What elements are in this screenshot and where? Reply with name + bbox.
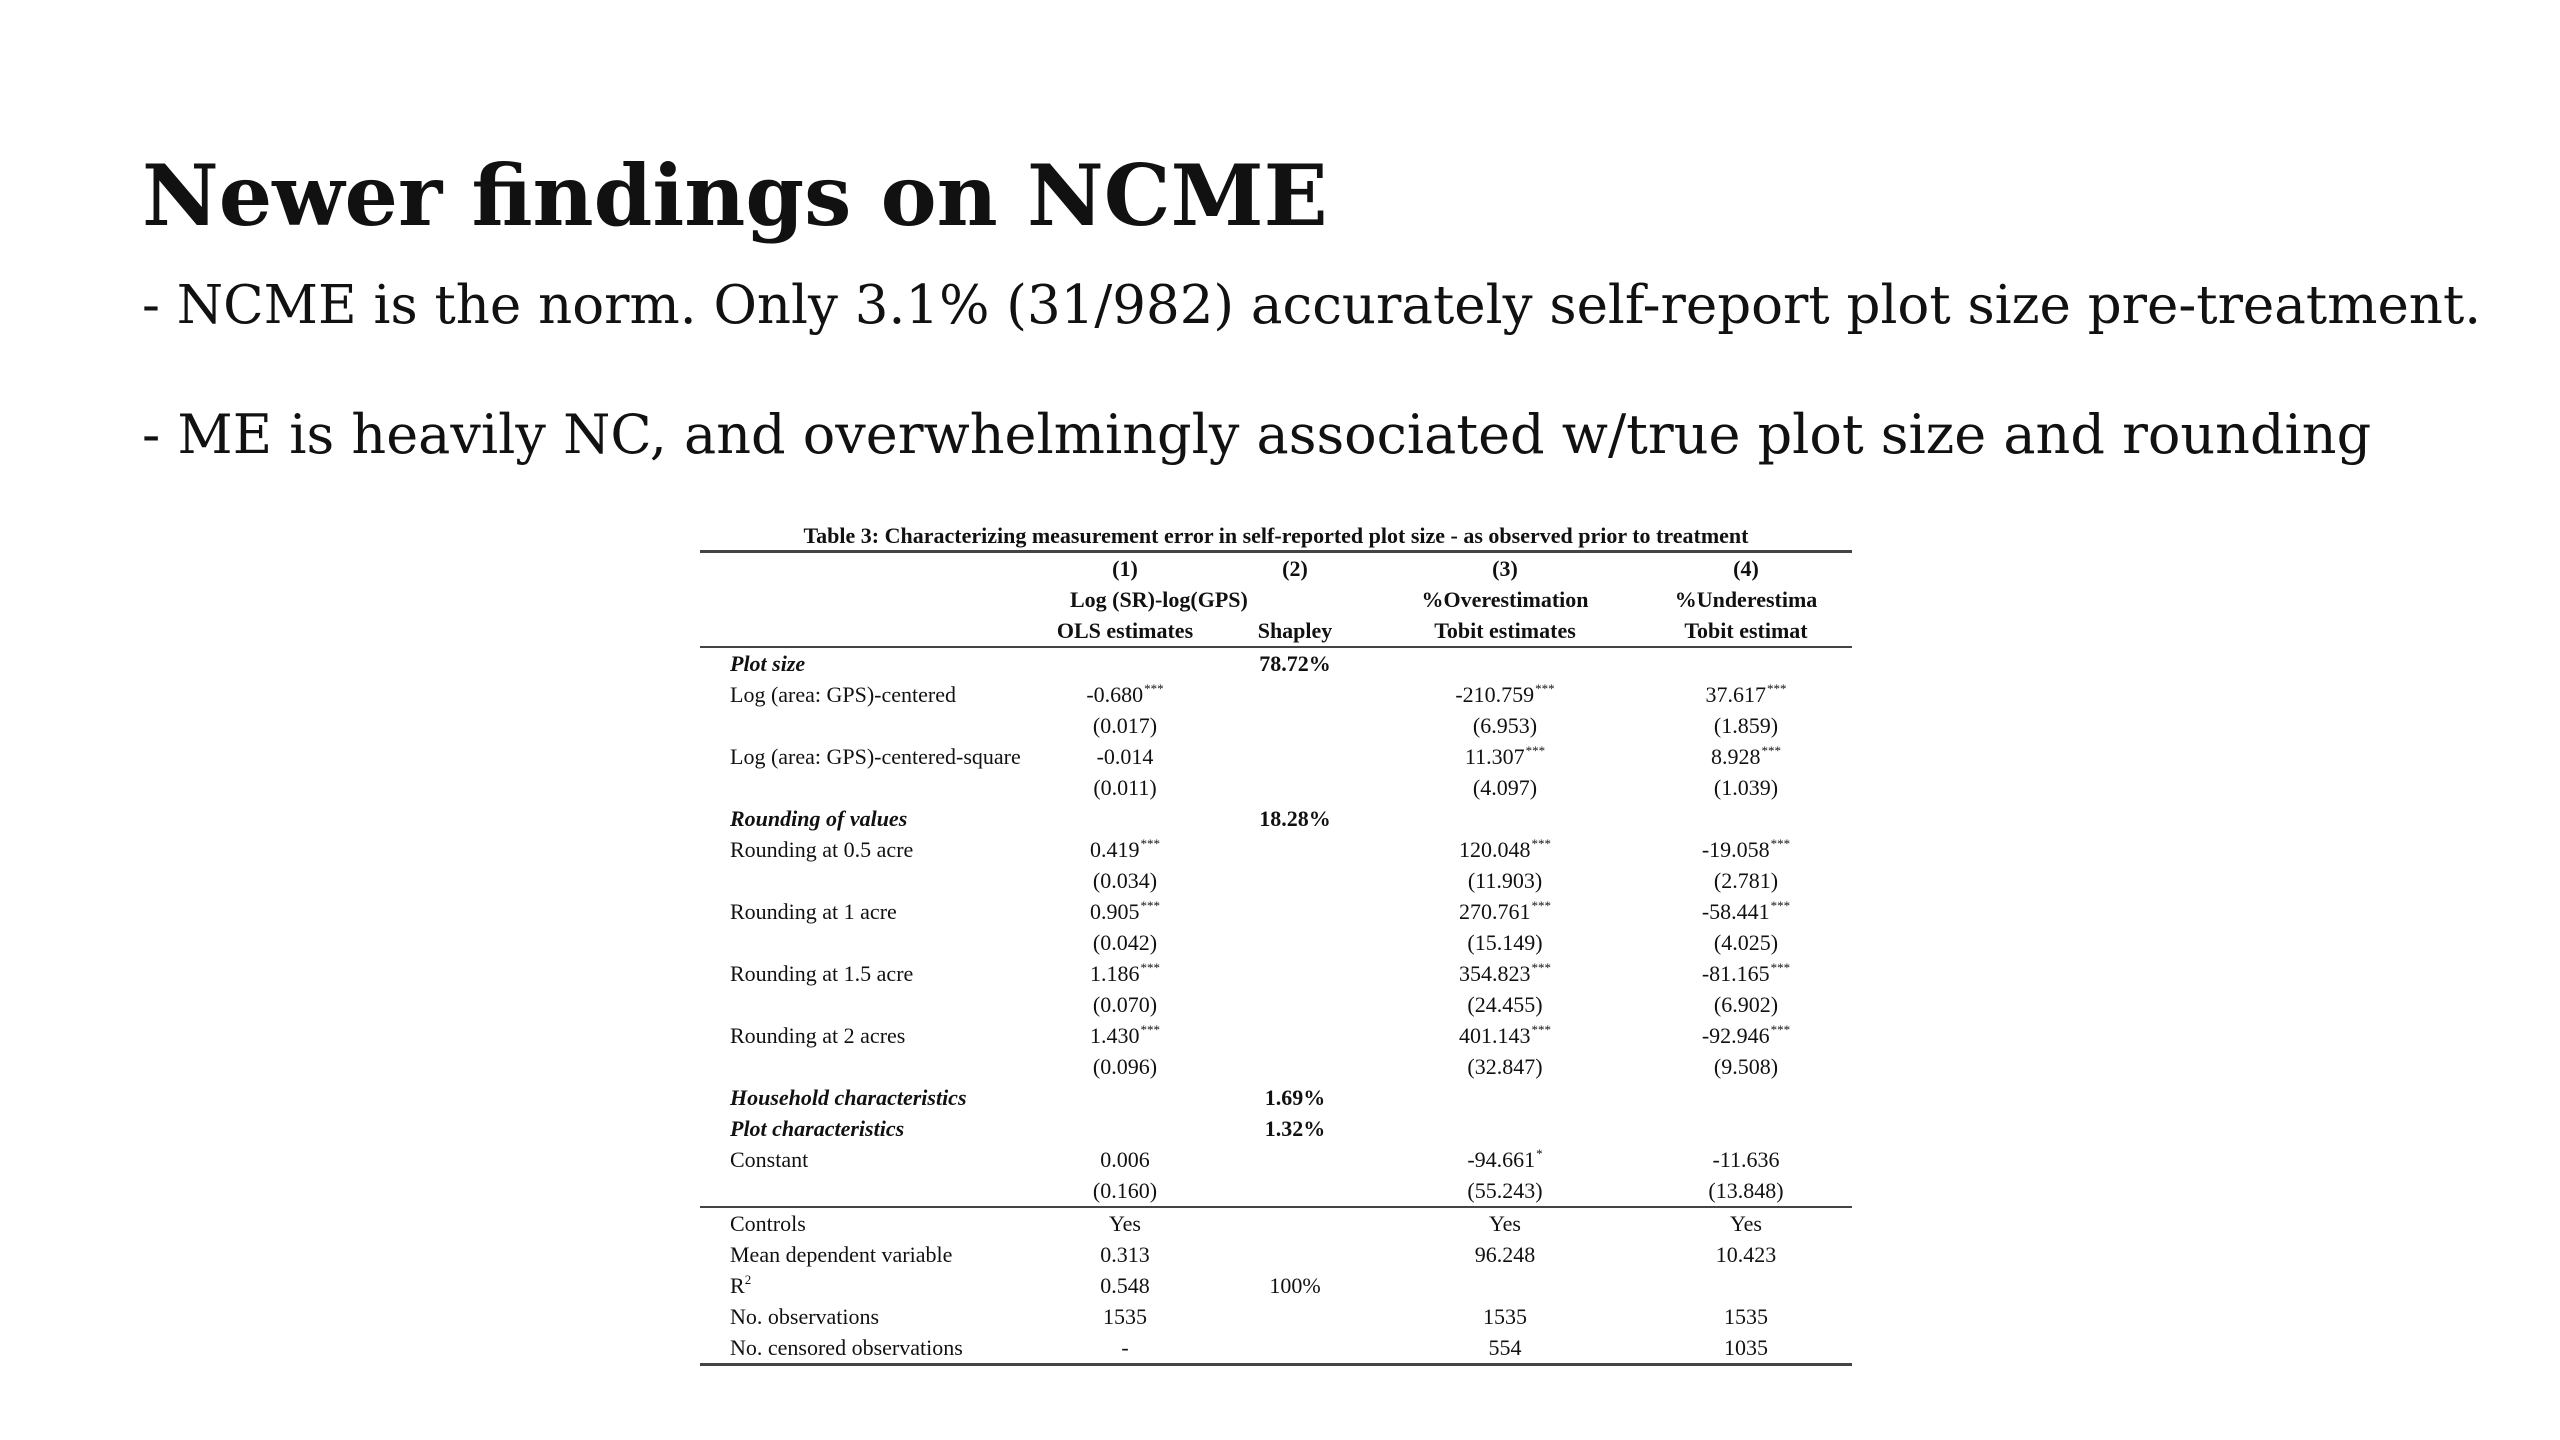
significance-stars: ***: [1140, 898, 1160, 913]
se-col3: (4.097): [1472, 775, 1538, 800]
col-number-1: (1): [1030, 552, 1220, 585]
significance-stars: ***: [1770, 960, 1791, 975]
cell-col1: [1030, 679, 1220, 710]
significance-stars: ***: [1525, 743, 1546, 758]
table-row: [700, 834, 1852, 865]
coef: -19.058: [1701, 837, 1770, 862]
cell-col4: [1640, 679, 1852, 710]
cell-col3: 96.248: [1474, 1242, 1536, 1267]
footer-row-r2: [700, 1270, 1852, 1301]
row-label: Log (area: GPS)-centered-square: [730, 744, 1021, 769]
depvar-col4: %Underestima: [1674, 587, 1818, 612]
se-col4: (6.902): [1713, 992, 1779, 1017]
results-table-figure: [700, 522, 1852, 1366]
cell-col1: [1030, 896, 1220, 927]
se-col3: (15.149): [1467, 930, 1543, 955]
significance-stars: ***: [1140, 960, 1160, 975]
coef: -58.441: [1701, 899, 1770, 924]
table-row: [700, 1144, 1852, 1175]
cell-col3: [1370, 896, 1640, 927]
table-row: [700, 958, 1852, 989]
coef: 270.761: [1459, 899, 1531, 924]
table-row-se: [700, 710, 1852, 741]
cell-col4: [1640, 741, 1852, 772]
significance-stars: ***: [1144, 681, 1164, 696]
method-col3: Tobit estimates: [1434, 618, 1576, 643]
cell-col1: Yes: [1030, 1207, 1220, 1239]
r2-superscript: 2: [744, 1272, 752, 1287]
cell-col4: 10.423: [1715, 1242, 1777, 1267]
header-row-numbers: [700, 552, 1852, 585]
cell-col3: Yes: [1370, 1207, 1640, 1239]
row-label: Log (area: GPS)-centered: [730, 682, 957, 707]
row-label: Constant: [730, 1147, 809, 1172]
se-col4: (1.859): [1713, 713, 1779, 738]
significance-stars: ***: [1770, 898, 1791, 913]
se-col3: (24.455): [1467, 992, 1543, 1017]
significance-stars: ***: [1531, 898, 1551, 913]
significance-stars: ***: [1770, 836, 1791, 851]
table-row-se: [700, 989, 1852, 1020]
row-label: [700, 1270, 1030, 1301]
shapley-value: 78.72%: [1220, 647, 1370, 679]
coef: 401.143: [1459, 1023, 1531, 1048]
coef: 120.048: [1459, 837, 1531, 862]
footer-row-censored: [700, 1332, 1852, 1365]
r2-label: R: [730, 1273, 745, 1298]
se-col4: (13.848): [1708, 1178, 1784, 1203]
method-col4: Tobit estimat: [1684, 618, 1808, 643]
significance-stars: ***: [1767, 681, 1787, 696]
cell-col1: [1030, 958, 1220, 989]
table-row: [700, 1020, 1852, 1051]
bullet-me-nc: - ME is heavily NC, and overwhelmingly associated w/true plot size and rounding: [142, 403, 2372, 466]
table-row-se: [700, 865, 1852, 896]
se-col4: (4.025): [1713, 930, 1779, 955]
depvar-col12: Log (SR)-log(GPS): [1070, 587, 1248, 612]
row-label: Controls: [700, 1207, 1030, 1239]
col-number-3: (3): [1370, 552, 1640, 585]
coef: -92.946: [1701, 1023, 1770, 1048]
cell-col4: 1535: [1724, 1304, 1768, 1329]
se-col3: (11.903): [1467, 868, 1543, 893]
table-caption: Table 3: Characterizing measurement error in self-reported plot size - as observed prior to treatment: [803, 523, 1749, 548]
cell-col4: Yes: [1640, 1207, 1852, 1239]
significance-stars: *: [1536, 1146, 1543, 1161]
row-label: Rounding at 2 acres: [730, 1023, 906, 1048]
table-row-se: [700, 772, 1852, 803]
cell-col2: 100%: [1269, 1273, 1321, 1298]
cell-col3: [1370, 741, 1640, 772]
table-row-se: [700, 1051, 1852, 1082]
table-row: [700, 679, 1852, 710]
cell-col4: 1035: [1640, 1332, 1852, 1365]
se-col1: (0.070): [1092, 992, 1158, 1017]
cell-col3: [1370, 1144, 1640, 1175]
se-col3: (32.847): [1467, 1054, 1543, 1079]
significance-stars: ***: [1770, 1022, 1791, 1037]
coef: -210.759: [1455, 682, 1535, 707]
significance-stars: ***: [1531, 836, 1551, 851]
se-col3: (6.953): [1472, 713, 1538, 738]
se-col4: (1.039): [1713, 775, 1779, 800]
section-label: Household characteristics: [730, 1085, 967, 1110]
footer-row-mean: [700, 1239, 1852, 1270]
cell-col1: -0.014: [1096, 744, 1154, 769]
section-label: Plot characteristics: [730, 1116, 905, 1141]
se-col3: (55.243): [1467, 1178, 1543, 1203]
coef: 1.430: [1090, 1023, 1140, 1048]
row-label: Rounding at 1.5 acre: [730, 961, 914, 986]
cell-col3: 554: [1370, 1332, 1640, 1365]
method-col2: Shapley: [1257, 618, 1333, 643]
table-row-se: [700, 1175, 1852, 1207]
table-row-se: [700, 927, 1852, 958]
row-label: Rounding at 1 acre: [730, 899, 897, 924]
cell-col1: -: [1030, 1332, 1220, 1365]
coef: 37.617: [1705, 682, 1766, 707]
coef: 0.419: [1090, 837, 1140, 862]
cell-col3: [1370, 834, 1640, 865]
cell-col4: [1640, 896, 1852, 927]
header-row-methods: [700, 615, 1852, 647]
significance-stars: ***: [1761, 743, 1781, 758]
significance-stars: ***: [1140, 836, 1160, 851]
footer-row-controls: [700, 1207, 1852, 1239]
se-col1: (0.042): [1092, 930, 1158, 955]
shapley-value: 1.69%: [1264, 1085, 1326, 1110]
col-number-4: (4): [1640, 552, 1852, 585]
cell-col3: 1535: [1483, 1304, 1527, 1329]
cell-col4: [1640, 958, 1852, 989]
coef: 354.823: [1459, 961, 1531, 986]
se-col1: (0.096): [1092, 1054, 1158, 1079]
slide-title: Newer findings on NCME: [142, 146, 1328, 245]
row-label: No. observations: [730, 1304, 880, 1329]
section-rounding: [700, 803, 1852, 834]
coef: 8.928: [1711, 744, 1761, 769]
se-col4: (2.781): [1713, 868, 1779, 893]
section-household: [700, 1082, 1852, 1113]
row-label: No. censored observations: [700, 1332, 1030, 1365]
section-label: Rounding of values: [730, 806, 908, 831]
bullet-ncme-norm: - NCME is the norm. Only 3.1% (31/982) accurately self-report plot size pre-treatment.: [142, 275, 2482, 336]
cell-col3: [1370, 679, 1640, 710]
coef: 0.905: [1090, 899, 1140, 924]
shapley-value: 1.32%: [1264, 1116, 1326, 1141]
footer-row-observations: [700, 1301, 1852, 1332]
se-col1: (0.011): [1093, 775, 1157, 800]
cell-col3: [1370, 958, 1640, 989]
coef: -0.680: [1086, 682, 1144, 707]
header-row-depvars: [700, 584, 1852, 615]
cell-col4: [1640, 1020, 1852, 1051]
coef: 11.307: [1464, 744, 1525, 769]
row-label: Mean dependent variable: [730, 1242, 953, 1267]
section-plot-characteristics: [700, 1113, 1852, 1144]
table-row: [700, 741, 1852, 772]
se-col1: (0.017): [1092, 713, 1158, 738]
cell-col1: 0.006: [1100, 1147, 1150, 1172]
coef: -81.165: [1701, 961, 1770, 986]
cell-col4: [1640, 834, 1852, 865]
cell-col3: [1370, 1020, 1640, 1051]
table-row: [700, 896, 1852, 927]
coef: 1.186: [1090, 961, 1140, 986]
coef: -94.661: [1467, 1147, 1536, 1172]
cell-col4: -11.636: [1712, 1147, 1780, 1172]
col-number-2: (2): [1220, 552, 1370, 585]
row-label: Rounding at 0.5 acre: [730, 837, 914, 862]
cell-col1: 1535: [1103, 1304, 1147, 1329]
se-col1: (0.034): [1092, 868, 1158, 893]
cell-col1: 0.313: [1100, 1242, 1150, 1267]
section-plot-size: [700, 647, 1852, 679]
significance-stars: ***: [1140, 1022, 1160, 1037]
significance-stars: ***: [1531, 1022, 1551, 1037]
cell-col1: 0.548: [1100, 1273, 1150, 1298]
significance-stars: ***: [1531, 960, 1551, 975]
shapley-value: 18.28%: [1259, 806, 1331, 831]
results-table: [700, 550, 1852, 1366]
method-col1: OLS estimates: [1056, 618, 1194, 643]
cell-col1: [1030, 834, 1220, 865]
depvar-col3: %Overestimation: [1421, 587, 1589, 612]
section-label: Plot size: [700, 647, 1030, 679]
se-col4: (9.508): [1713, 1054, 1779, 1079]
cell-col1: [1030, 1020, 1220, 1051]
significance-stars: ***: [1535, 681, 1555, 696]
se-col1: (0.160): [1092, 1178, 1158, 1203]
